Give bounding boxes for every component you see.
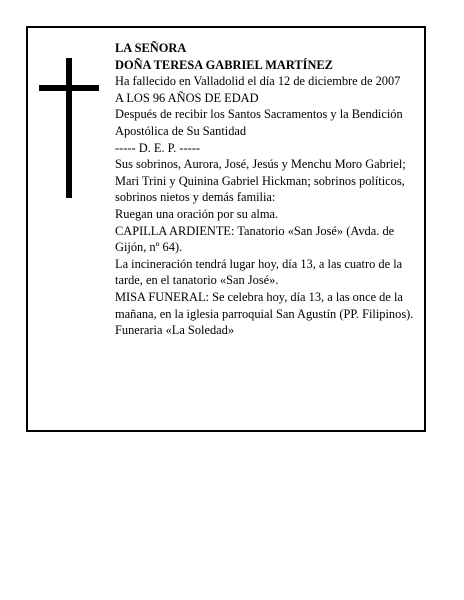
chapel-line: CAPILLA ARDIENTE: Tanatorio «San José» (Avda. de Gijón, nº 64). xyxy=(115,223,395,255)
family-paragraph: Sus sobrinos, Aurora, José, Jesús y Menchu Moro Gabriel; Mari Trini y Quinina Gabriel Hickman; sobrinos políticos, sobrinos nietos y demás familia: xyxy=(115,157,406,205)
cross-vertical-bar xyxy=(66,58,72,198)
notice-text xyxy=(115,40,427,339)
cross-horizontal-bar xyxy=(39,85,99,91)
funeral-home-line: Funeraria «La Soledad» xyxy=(115,323,235,338)
notice-title-line1: LA SEÑORA xyxy=(115,41,187,55)
sacraments-line: Después de recibir los Santos Sacramentos y la Bendición Apostólica de Su Santidad xyxy=(115,107,403,138)
obituary-notice xyxy=(26,26,426,432)
age-line: A LOS 96 AÑOS DE EDAD xyxy=(115,90,259,105)
funeral-mass-paragraph: MISA FUNERAL: Se celebra hoy, día 13, a las once de la mañana, en la iglesia parroquial San Agustín (PP. Filipinos). xyxy=(115,289,414,321)
rip-line: ----- D. E. P. ----- xyxy=(115,140,200,155)
deceased-name: DOÑA TERESA GABRIEL MARTÍNEZ xyxy=(115,57,333,72)
prayer-line: Ruegan una oración por su alma. xyxy=(115,206,279,221)
cremation-paragraph: La incineración tendrá lugar hoy, día 13, a las cuatro de la tarde, en el tanatorio «San José». xyxy=(115,256,403,288)
death-info: Ha fallecido en Valladolid el día 12 de diciembre de 2007 xyxy=(115,74,401,89)
